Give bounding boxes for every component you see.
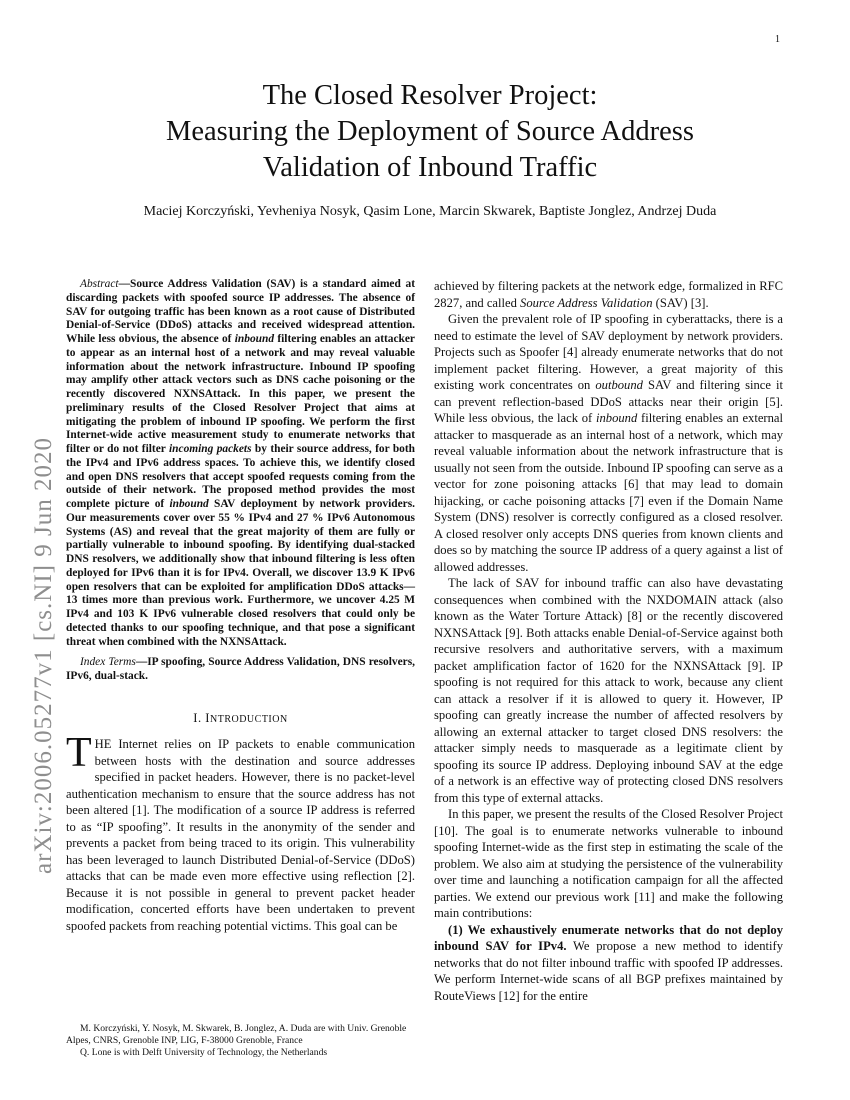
abstract-label: Abstract [80, 278, 119, 290]
para1-text-b: (SAV) [3]. [652, 295, 709, 310]
body-paragraph-3: The lack of SAV for inbound traffic can also have devastating consequences when combined with the NXDOMAIN attack (also known as the Water Torture Attack) [8] or the recently discovered NXNSAttack [9]. Both attacks enable Denial-of-Service against both recursive resolvers and authoritative servers, with a maximum packet amplification factor of 1620 for the NXNSAttack [9]. IP spoofing is not required for this attack to work, because any client can attack a resolver if it is allowed to query it. However, IP spoofing can greatly increase the number of affected resolvers by allowing an external attacker to target closed DNS resolvers: the attacker simply needs to masquerade as a legitimate client by spoofing its source IP address. Deploying inbound SAV at the edge of a network is an effective way of protecting closed DNS resolvers from this type of external attacks. [434, 576, 783, 805]
footnote-affiliation-2: Q. Lone is with Delft University of Technology, the Netherlands [80, 1047, 328, 1058]
abstract-emphasis-2: incoming packets [169, 443, 252, 455]
contribution-text: We propose a new method to identify networks that do not filter inbound traffic with spoofed IP addresses. We perform Internet-wide scans of all BGP prefixes maintained by RouteViews [12] for the entire [434, 939, 783, 1003]
index-terms-dash: — [135, 656, 148, 669]
intro-paragraph [66, 730, 415, 934]
left-column [66, 278, 415, 934]
abstract [66, 278, 415, 649]
abstract-text-3: by their source address, for both the IPv4 and IPv6 address spaces. To achieve this, we identify closed and open DNS resolvers that accept spoofed requests coming from the outside of their network. The proposed method provides the most complete picture of [66, 443, 416, 510]
contribution-heading: (1) We exhaustively enumerate networks that do not deploy inbound SAV for IPv4. [434, 922, 783, 953]
body-paragraph-4: In this paper, we present the results of the Closed Resolver Project [10]. The goal is to enumerate networks vulnerable to inbound spoofing Internet-wide as the first step in estimating the scale of the problem. We also aim at studying the persistence of the vulnerability over time and launching a notification campaign for all the affected parties. We extend our previous work [11] and make the following main contributions: [434, 807, 783, 920]
para2-emphasis-2: inbound [595, 411, 638, 425]
abstract-text-1: Source Address Validation (SAV) is a standard aimed at discarding packets with spoofed source IP addresses. The absence of SAV for outgoing traffic has been known as a root cause of Distributed Denial-of-Service (DDoS) attacks and received widespread attention. While less obvious, the absence of [66, 278, 415, 345]
drop-cap: T [66, 730, 92, 777]
title-line-3: Validation of Inbound Traffic [262, 152, 598, 183]
abstract-text-2: filtering enables an attacker to appear as an internal host of a network and may reveal valuable information about the network infrastructure. Inbound IP spoofing may amplify other attack vectors such as DNS cache poisoning or the recently discovered NXNSAttack. In this paper, we present the preliminary results of the Closed Resolver Project that aims at mitigating the problem of inbound IP spoofing. We perform the first Internet-wide active measurement study to enumerate networks that filter or do not filter [66, 333, 415, 455]
abstract-emphasis-3: inbound [169, 498, 209, 510]
para1-emphasis: Source Address Validation [520, 295, 653, 310]
section-rest: NTRODUCTION [209, 713, 288, 725]
index-terms-label: Index Terms [80, 656, 136, 669]
section-first-letter: I [205, 710, 210, 725]
section-numeral: I. [193, 710, 206, 725]
para1-text-a: achieved by filtering packets at the network edge, formalized in RFC 2827, and called [434, 279, 783, 310]
para2-emphasis-1: outbound [595, 378, 643, 392]
para2-text-b: SAV and filtering since it can prevent reflection-based DDoS attacks near their origin [5]. While less obvious, the lack of [434, 378, 783, 425]
intro-text: HE Internet relies on IP packets to enable communication between hosts with the destination and source addresses specified in packet headers. However, there is no packet-level authentication mechanism to ensure that the source address has not been altered [1]. The modification of a source IP address is referred to as “IP spoofing”. It results in the anonymity of the sender and prevents a packet from being traced to its origin. This vulnerability has been leveraged to launch Distributed Denial-of-Service (DDoS) attacks that can be made even more effective using reflection [2]. Because it is not possible in general to prevent packet header modification, concerted efforts have been undertaken to prevent spoofed packets from reaching potential victims. This goal can be [66, 737, 415, 933]
para2-text-c: filtering enables an external attacker to masquerade as an internal host of a network, which may reveal valuable information about the network infrastructure that is usually not seen from the outside. Inbound IP spoofing can serve as a vector for zone poisoning attacks [6] that may lead to domain hijacking, or cache poisoning attacks [7] even if the Domain Name System (DNS) resolver is correctly configured as a closed resolver. A closed resolver only accepts DNS queries from known clients and does so by matching the source IP address of a query against a list of allowed addresses. [434, 411, 783, 574]
title-line-1: The Closed Resolver Project: [262, 80, 598, 111]
index-terms-text: IP spoofing, Source Address Validation, DNS resolvers, IPv6, dual-stack. [66, 656, 415, 682]
section-heading-introduction [66, 710, 415, 729]
body-paragraph-5 [434, 922, 783, 1005]
abstract-dash: — [118, 278, 130, 290]
author-list: Maciej Korczyński, Yevheniya Nosyk, Qasim Lone, Marcin Skwarek, Baptiste Jonglez, Andrzej Duda [143, 204, 717, 219]
para2-text-a: Given the prevalent role of IP spoofing in cyberattacks, there is a need to estimate the level of SAV deployment by network providers. Projects such as Spoofer [4] already enumerate networks that do not implement packet filtering. However, a great majority of this existing work concentrates on [434, 312, 783, 392]
arxiv-stamp: arXiv:2006.05277v1 [cs.NI] 9 Jun 2020 [30, 437, 57, 874]
index-terms [66, 656, 415, 684]
page-number: 1 [775, 34, 780, 45]
body-paragraph-2 [434, 311, 783, 575]
body-paragraph-1 [434, 278, 783, 311]
footnote [66, 1023, 415, 1059]
paper-title [60, 78, 800, 186]
abstract-text-4: SAV deployment by network providers. Our measurements cover over 55 % IPv4 and 27 % IPv6 Autonomous Systems (AS) and reveal that the great majority of them are fully or partially vulnerable to inbound spoofing. By identifying dual-stacked DNS resolvers, we additionally show that inbound filtering is less often deployed for IPv6 than it is for IPv4. Overall, we discover 13.9 K IPv6 open resolvers that can be exploited for amplification DDoS attacks—13 times more than previous work. Furthermore, we uncover 4.25 M IPv4 and 103 K IPv6 vulnerable closed resolvers that could only be detected thanks to our spoofing technique, and that pose a significant threat when combined with the NXNSAttack. [66, 498, 416, 648]
footnote-affiliation-1: M. Korczyński, Y. Nosyk, M. Skwarek, B. Jonglez, A. Duda are with Univ. Grenoble Alpes, CNRS, Grenoble INP, LIG, F-38000 Grenoble, France [66, 1023, 407, 1046]
title-line-2: Measuring the Deployment of Source Address [166, 116, 694, 147]
abstract-emphasis-1: inbound [234, 333, 275, 345]
right-column [434, 278, 783, 1004]
